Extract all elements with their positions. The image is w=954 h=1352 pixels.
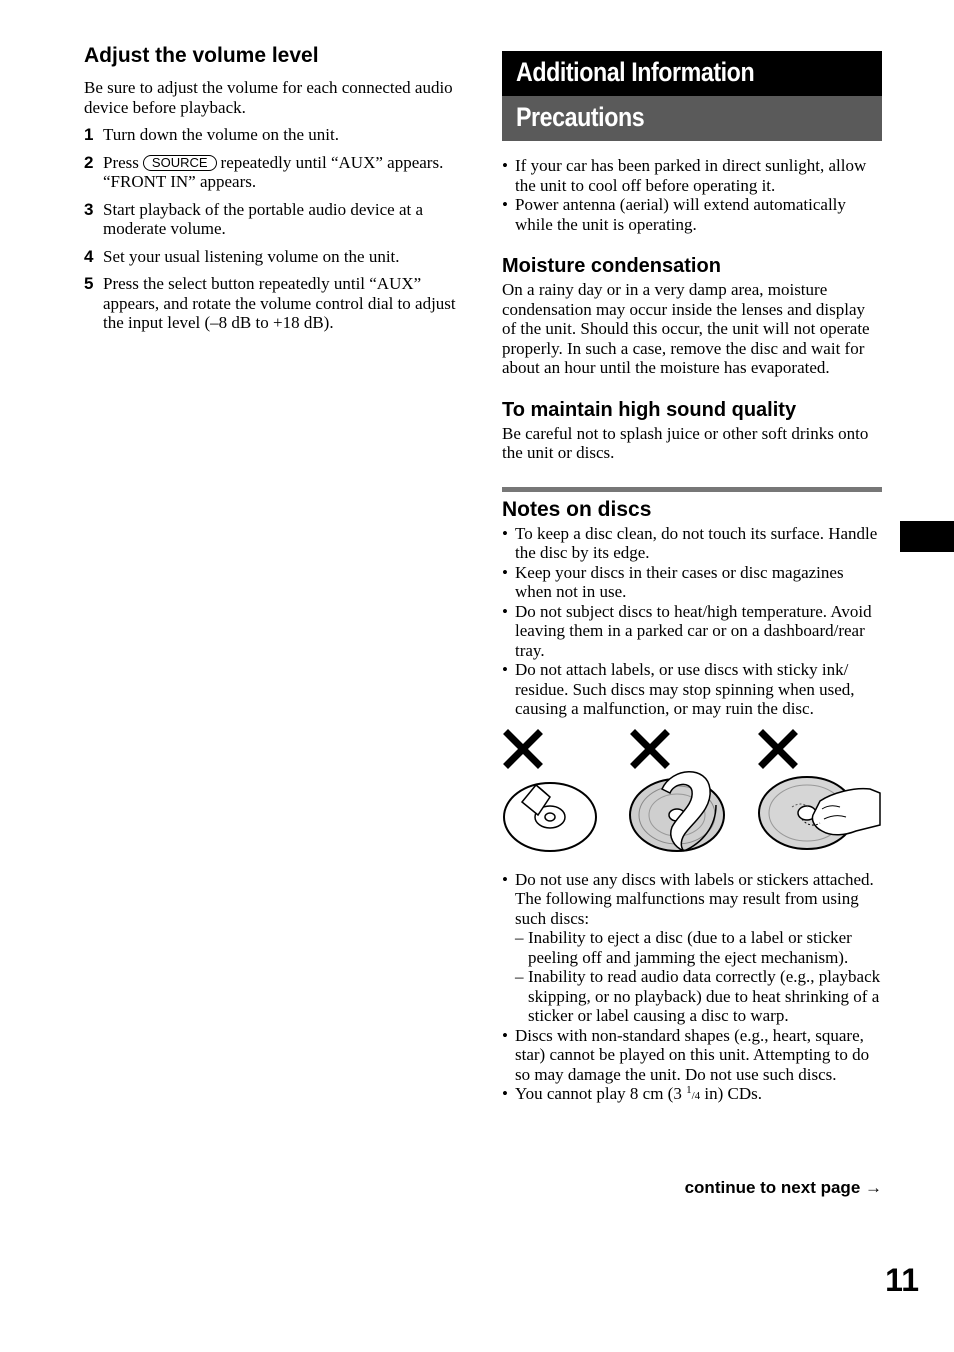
left-column — [84, 44, 464, 341]
dash-item: – Inability to read audio data correctly (e.g., playback skipping, or no playback) due to heat shrinking of a sticker or label causing a disc to warp. — [502, 967, 882, 1026]
banner-additional-information — [502, 51, 882, 96]
step-text-line2: “FRONT IN” appears. — [103, 172, 257, 191]
step-4 — [84, 247, 464, 267]
section-heading-adjust-volume: Adjust the volume level — [84, 44, 319, 67]
step-1 — [84, 125, 464, 145]
section-tab-marker — [900, 521, 954, 552]
step-text: Press the select button repeatedly until “AUX” appears, and rotate the volume control dial to adjust the input level (–8 dB to +18 dB). — [103, 274, 456, 332]
heading-sound-quality: To maintain high sound quality — [502, 398, 797, 421]
step-3 — [84, 200, 464, 239]
disc-illustrations — [502, 727, 882, 870]
step-number: 2 — [84, 152, 94, 172]
cd-prefix: You cannot play 8 cm (3 — [515, 1084, 687, 1103]
illustrations-svg — [502, 727, 882, 867]
cd-fraction-denominator: /4 — [691, 1090, 701, 1102]
cross-icon — [508, 734, 538, 764]
labels-sub-intro: The following malfunctions may result from using such discs: — [515, 889, 859, 928]
section-divider — [502, 487, 882, 492]
disc-with-sticky-residue-icon — [759, 777, 880, 849]
precautions-list — [502, 156, 882, 234]
list-item: • Discs with non-standard shapes (e.g., heart, square, star) cannot be played on this unit. Attempting to do so may damage the unit. Do not use such discs. — [502, 1026, 882, 1085]
disc-notes-list-final — [502, 1026, 882, 1107]
moisture-paragraph: On a rainy day or in a very damp area, moisture condensation may occur inside the lenses and display of the unit. Should this occur, the unit will not operate properly. In such a case, remove the disc and wait for about an hour until the moisture has evaporated. — [502, 280, 870, 377]
cd-suffix: in) CDs. — [700, 1084, 763, 1103]
step-text-after: repeatedly until “AUX” appears. — [220, 152, 444, 172]
source-button-glyph: SOURCE — [143, 155, 217, 171]
step-number: 1 — [84, 125, 94, 144]
heading-moisture: Moisture condensation — [502, 255, 721, 277]
intro-paragraph: Be sure to adjust the volume for each connected audio device before playback. — [84, 78, 453, 117]
step-number: 4 — [84, 246, 94, 266]
disc-notes-list — [502, 524, 882, 719]
right-column — [502, 51, 882, 1107]
banner-precautions — [502, 96, 882, 141]
step-5 — [84, 274, 464, 333]
list-item — [502, 870, 882, 929]
sound-quality-paragraph: Be careful not to splash juice or other soft drinks onto the unit or discs. — [502, 423, 869, 462]
list-item: • To keep a disc clean, do not touch its surface. Handle the disc by its edge. — [502, 524, 882, 563]
page-number: 11 — [885, 1262, 919, 1298]
list-item: • Do not subject discs to heat/high temperature. Avoid leaving them in a parked car or on a dashboard/rear tray. — [502, 602, 882, 661]
steps-list — [84, 125, 464, 333]
list-item: • If your car has been parked in direct sunlight, allow the unit to cool off before operating it. — [502, 156, 882, 195]
continue-next-page: continue to next page → — [684, 1178, 882, 1197]
disc-with-peeling-sticker-icon — [630, 771, 724, 850]
cd-fraction-numerator: 1 — [686, 1084, 692, 1096]
disc-with-label-icon — [504, 783, 596, 851]
list-item — [502, 1084, 882, 1107]
step-text-before: Press — [103, 152, 139, 172]
cross-icon — [763, 734, 793, 764]
list-item: • Do not attach labels, or use discs with sticky ink/ residue. Such discs may stop spinning when used, causing a malfunction, or may ruin the disc. — [502, 660, 882, 719]
step-text: Start playback of the portable audio device at a moderate volume. — [103, 199, 424, 238]
step-text: Set your usual listening volume on the unit. — [103, 246, 400, 266]
step-text: Turn down the volume on the unit. — [103, 125, 339, 144]
step-2 — [84, 153, 464, 192]
banner-subtitle: Precautions — [516, 102, 645, 132]
disc-notes-list-continued — [502, 870, 882, 929]
list-item: • Power antenna (aerial) will extend automatically while the unit is operating. — [502, 195, 882, 234]
step-number: 5 — [84, 274, 94, 293]
heading-notes-on-discs: Notes on discs — [502, 497, 652, 521]
malfunction-dash-list — [502, 928, 882, 1026]
banner-title: Additional Information — [516, 57, 755, 87]
dash-item: – Inability to eject a disc (due to a label or sticker peeling off and jamming the eject mechanism). — [502, 928, 882, 967]
labels-bullet-text: Do not use any discs with labels or stickers attached. — [515, 869, 874, 889]
list-item: • Keep your discs in their cases or disc magazines when not in use. — [502, 563, 882, 602]
step-number: 3 — [84, 199, 94, 219]
cross-icon — [635, 734, 665, 764]
